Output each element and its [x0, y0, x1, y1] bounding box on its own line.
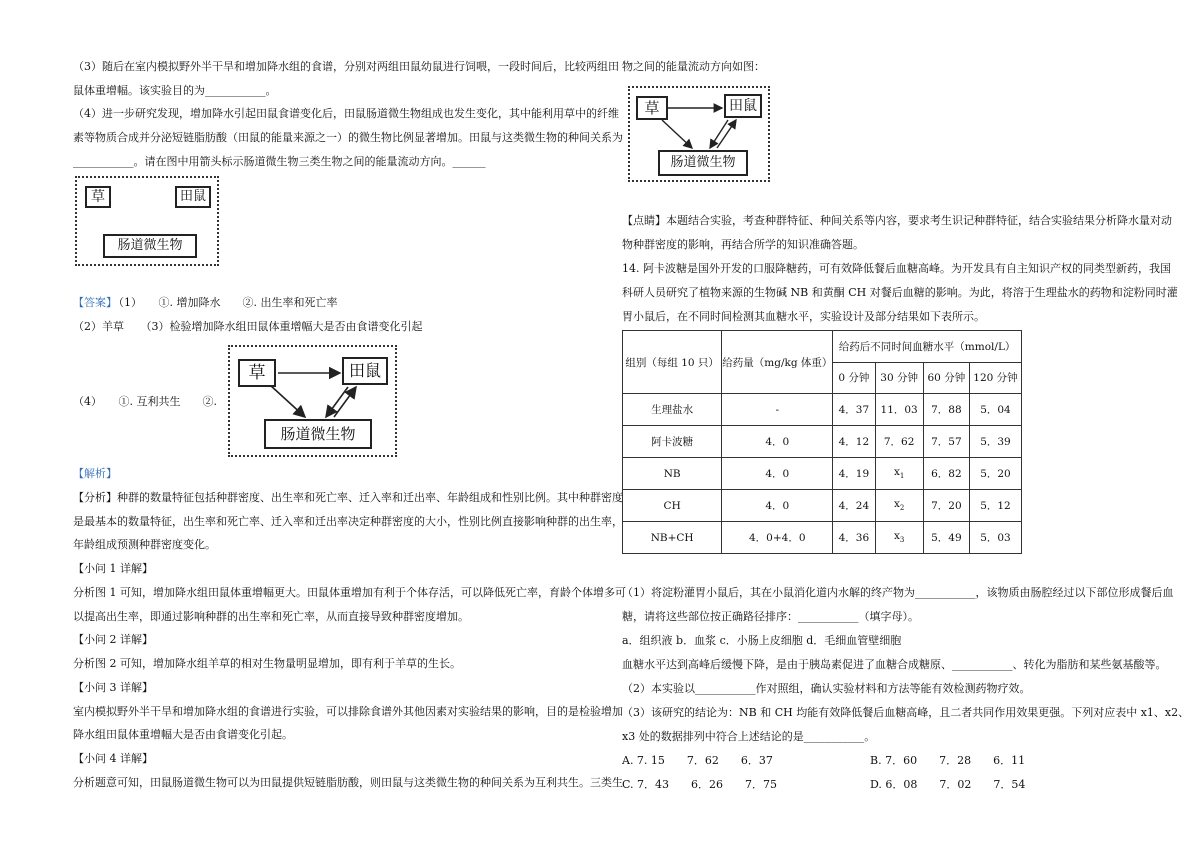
option-c: C. 7．43 6．26 7．75 [622, 778, 778, 791]
cell-dose: 4．0 [722, 490, 833, 522]
node-microbe: 肠道微生物 [103, 234, 197, 258]
diagram-final [628, 86, 770, 182]
cell-dose: 4．0+4．0 [722, 522, 833, 554]
q4-line3: ___________。请在图中用箭头标示肠道微生物三类生物之间的能量流动方向。______ [73, 155, 486, 168]
sub1-title: 【小问 1 详解】 [73, 562, 153, 575]
table-row [623, 426, 1022, 458]
s2-line: （2）本实验以___________作对照组，确认实验材料和方法等能有效检测药物疗效。 [622, 682, 1031, 695]
option-a: A. 7. 15 7．62 6．37 [622, 754, 773, 767]
cell-t60: 7．20 [923, 490, 969, 522]
header-level: 给药后不同时间血糖水平（mmol/L） [833, 331, 1022, 363]
cell-dose: 4．0 [722, 458, 833, 490]
header-time-60: 60 分钟 [923, 362, 969, 394]
sub4-line1: 分析题意可知，田鼠肠道微生物可以为田鼠提供短链脂肪酸，则田鼠与这类微生物的种间关系为互利共生。三类生 [73, 776, 623, 789]
cell-group: 阿卡波糖 [623, 426, 722, 458]
diagram-answer [228, 345, 397, 457]
cell-t120: 5．39 [969, 426, 1021, 458]
header-time-30: 30 分钟 [875, 362, 923, 394]
s1-line2: 糖，请将这些部位按正确路径排序：___________（填字母）。 [622, 610, 919, 623]
answer-line3: （4） ①. 互利共生 ②. [73, 395, 217, 408]
s1-options: a．组织液 b．血浆 c．小肠上皮细胞 d．毛细血管壁细胞 [622, 634, 902, 647]
sub3-line1: 室内模拟野外半干旱和增加降水组的食谱进行实验，可以排除食谱外其他因素对实验结果的影响，目的是检验增加 [73, 705, 623, 718]
cell-dose: - [722, 394, 833, 426]
q4-line1: （4）进一步研究发现，增加降水引起田鼠食谱变化后，田鼠肠道微生物组成也发生变化，其中能利用草中的纤维 [73, 107, 619, 120]
cell-t0: 4．24 [833, 490, 875, 522]
sub2-line1: 分析图 2 可知，增加降水组羊草的相对生物量明显增加，即有利于羊草的生长。 [73, 657, 461, 670]
q3-line1: （3）随后在室内模拟野外半干旱和增加降水组的食谱，分别对两组田鼠幼鼠进行饲喂，一段时间后，比较两组田 [73, 60, 619, 73]
s3-line1: （3）该研究的结论为：NB 和 CH 均能有效降低餐后血糖高峰，且二者共同作用效果更强。下列对应表中 x1、x2、 [622, 706, 1190, 719]
table-row [623, 490, 1022, 522]
table-row [623, 458, 1022, 490]
answer-line2: （2）羊草 （3）检验增加降水组田鼠体重增幅大是否由食谱变化引起 [73, 320, 423, 333]
cell-t60: 7．57 [923, 426, 969, 458]
answer-tag: 【答案】 [73, 296, 117, 309]
cell-t120: 5．12 [969, 490, 1021, 522]
cell-t30: $x_2$ [875, 490, 923, 522]
cell-t0: 4．36 [833, 522, 875, 554]
diagram-blank [75, 176, 219, 266]
analysis-line3: 年龄组成预测种群密度变化。 [73, 538, 216, 551]
node-grass: 草 [238, 359, 276, 387]
comment-line1: 【点睛】本题结合实验，考查种群特征、种间关系等内容，要求考生识记种群特征，结合实验结果分析降水量对动 [622, 214, 1172, 227]
node-vole: 田鼠 [724, 94, 762, 118]
node-vole: 田鼠 [175, 186, 211, 208]
cell-dose: 4．0 [722, 426, 833, 458]
table-row [623, 394, 1022, 426]
blood-glucose-table [622, 330, 1022, 554]
sub2-title: 【小问 2 详解】 [73, 633, 153, 646]
cell-t120: 5．03 [969, 522, 1021, 554]
cell-t120: 5．04 [969, 394, 1021, 426]
q3-line2: 鼠体重增幅。该实验目的为___________。 [73, 84, 277, 97]
right-top-line: 物之间的能量流动方向如图： [622, 60, 765, 73]
cell-t0: 4．19 [833, 458, 875, 490]
header-time-0: 0 分钟 [833, 362, 875, 394]
sub1-line1: 分析图 1 可知，增加降水组田鼠体重增幅更大。田鼠体重增加有利于个体存活，可以降低死亡率，育龄个体增多可 [73, 586, 626, 599]
analysis-line1: 【分析】种群的数量特征包括种群密度、出生率和死亡率、迁入率和迁出率、年龄组成和性别比例。其中种群密度 [73, 491, 623, 504]
header-time-120: 120 分钟 [969, 362, 1021, 394]
sub3-line2: 降水组田鼠体重增幅大是否由食谱变化引起。 [73, 728, 293, 741]
sub4-title: 【小问 4 详解】 [73, 752, 153, 765]
comment-line2: 物种群密度的影响，再结合所学的知识准确答题。 [622, 238, 864, 251]
node-microbe: 肠道微生物 [658, 150, 748, 176]
cell-group: CH [623, 490, 722, 522]
analysis-tag: 【解析】 [73, 467, 117, 480]
cell-t0: 4．12 [833, 426, 875, 458]
cell-t0: 4．37 [833, 394, 875, 426]
header-dose: 给药量（mg/kg 体重） [722, 331, 833, 394]
header-group: 组别（每组 10 只） [623, 331, 722, 394]
q14-line3: 胃小鼠后，在不同时间检测其血糖水平，实验设计及部分结果如下表所示。 [622, 310, 985, 323]
cell-t60: 7．88 [923, 394, 969, 426]
cell-group: NB+CH [623, 522, 722, 554]
q14-line2: 科研人员研究了植物来源的生物碱 NB 和黄酮 CH 对餐后血糖的影响。为此，将溶于生理盐水的药物和淀粉同时灌 [622, 286, 1178, 299]
cell-group: NB [623, 458, 722, 490]
analysis-line2: 是最基本的数量特征，出生率和死亡率、迁入率和迁出率决定种群密度的大小，性别比例直接影响种群的出生率， [73, 515, 623, 528]
cell-t30: $x_3$ [875, 522, 923, 554]
node-microbe: 肠道微生物 [264, 419, 372, 449]
cell-t120: 5．20 [969, 458, 1021, 490]
q4-line2: 素等物质合成并分泌短链脂肪酸（田鼠的能量来源之一）的微生物比例显著增加。田鼠与这类微生物的种间关系为 [73, 131, 623, 144]
s1-line3: 血糖水平达到高峰后缓慢下降，是由于胰岛素促进了血糖合成糖原、___________、转化为脂肪和某些氨基酸等。 [622, 658, 1167, 671]
sub3-title: 【小问 3 详解】 [73, 681, 153, 694]
answer-line1: （1） ①. 增加降水 ②. 出生率和死亡率 [113, 296, 338, 309]
cell-group: 生理盐水 [623, 394, 722, 426]
cell-t30: 7．62 [875, 426, 923, 458]
s3-line2: x3 处的数据排列中符合上述结论的是___________。 [622, 730, 876, 743]
cell-t60: 6．82 [923, 458, 969, 490]
cell-t30: $x_1$ [875, 458, 923, 490]
s1-line1: （1）将淀粉灌胃小鼠后，其在小鼠消化道内水解的终产物为___________，该物质由肠腔经过以下部位形成餐后血 [622, 586, 1174, 599]
node-grass: 草 [636, 96, 668, 120]
cell-t30: 11．03 [875, 394, 923, 426]
option-b: B. 7．60 7．28 6．11 [870, 754, 1026, 767]
cell-t60: 5．49 [923, 522, 969, 554]
table-row [623, 522, 1022, 554]
q14-line1: 14. 阿卡波糖是国外开发的口服降糖药，可有效降低餐后血糖高峰。为开发具有自主知识产权的同类型新药，我国 [622, 262, 1171, 275]
option-d: D. 6．08 7．02 7．54 [870, 778, 1026, 791]
sub1-line2: 以提高出生率，即通过影响种群的出生率和死亡率，从而直接导致种群密度增加。 [73, 610, 469, 623]
node-vole: 田鼠 [342, 357, 388, 385]
node-grass: 草 [85, 186, 111, 208]
